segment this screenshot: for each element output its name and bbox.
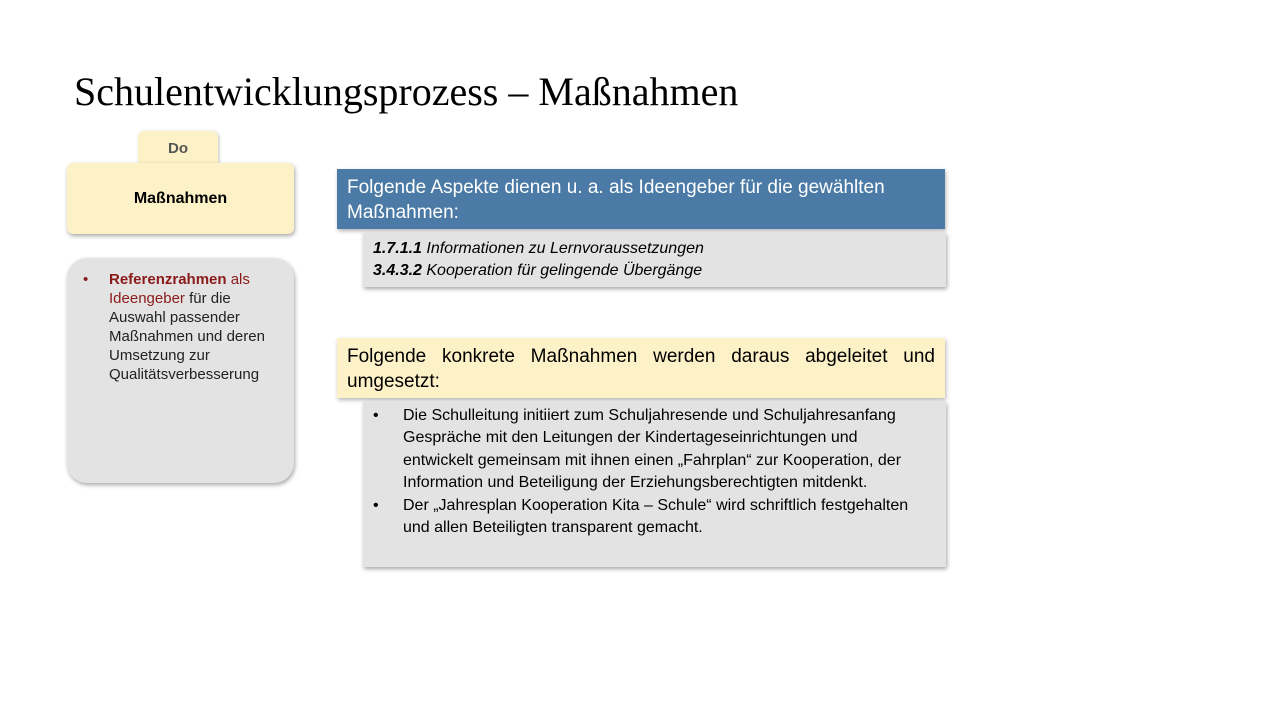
reference-red-text: als Ideengeber (109, 271, 250, 307)
measure-item (373, 495, 924, 540)
aspect-item (373, 238, 936, 260)
bullet-marker: • (83, 271, 89, 288)
reference-bullet-item (83, 270, 276, 384)
reference-strong-term: Referenzrahmen (109, 271, 227, 288)
bullet-marker: • (373, 496, 379, 514)
page-title: Schulentwicklungsprozess – Maßnahmen (74, 69, 739, 114)
aspects-list (363, 233, 946, 287)
measure-text: Der „Jahresplan Kooperation Kita – Schule“ wird schriftlich festgehalten und allen Beteiligten transparent gemacht. (403, 496, 909, 537)
measure-text: Die Schulleitung initiiert zum Schuljahresende und Schuljahresanfang Gespräche mit den Leitungen der Kindertageseinrichtungen und entwickelt gemeinsam mit ihnen einen „Fahrplan“ zur Kooperation, der Information und Beteiligung der Erziehungsberechtigten mitdenkt. (403, 407, 902, 492)
phase-box-label: Maßnahmen (133, 189, 228, 207)
aspect-code: 1.7.1.1 (373, 240, 422, 257)
phase-tab-do: Do (138, 131, 218, 167)
measures-list (363, 402, 946, 567)
aspect-code: 3.4.3.2 (373, 262, 422, 279)
reference-note-box (67, 258, 294, 483)
phase-box-massnahmen (67, 163, 294, 234)
reference-rest-text: für die Auswahl passender Maßnahmen und deren Umsetzung zur Qualitätsverbesserung (109, 290, 265, 383)
aspect-item (373, 260, 936, 282)
aspect-text: Kooperation für gelingende Übergänge (421, 262, 703, 279)
aspects-header: Folgende Aspekte dienen u. a. als Ideengeber für die gewählten Maßnahmen: (337, 169, 945, 229)
aspect-text: Informationen zu Lernvoraussetzungen (421, 240, 704, 257)
reference-text (109, 270, 276, 384)
bullet-marker: • (373, 407, 379, 424)
measures-header: Folgende konkrete Maßnahmen werden daraus abgeleitet und umgesetzt: (337, 338, 945, 398)
measure-item (373, 405, 924, 495)
